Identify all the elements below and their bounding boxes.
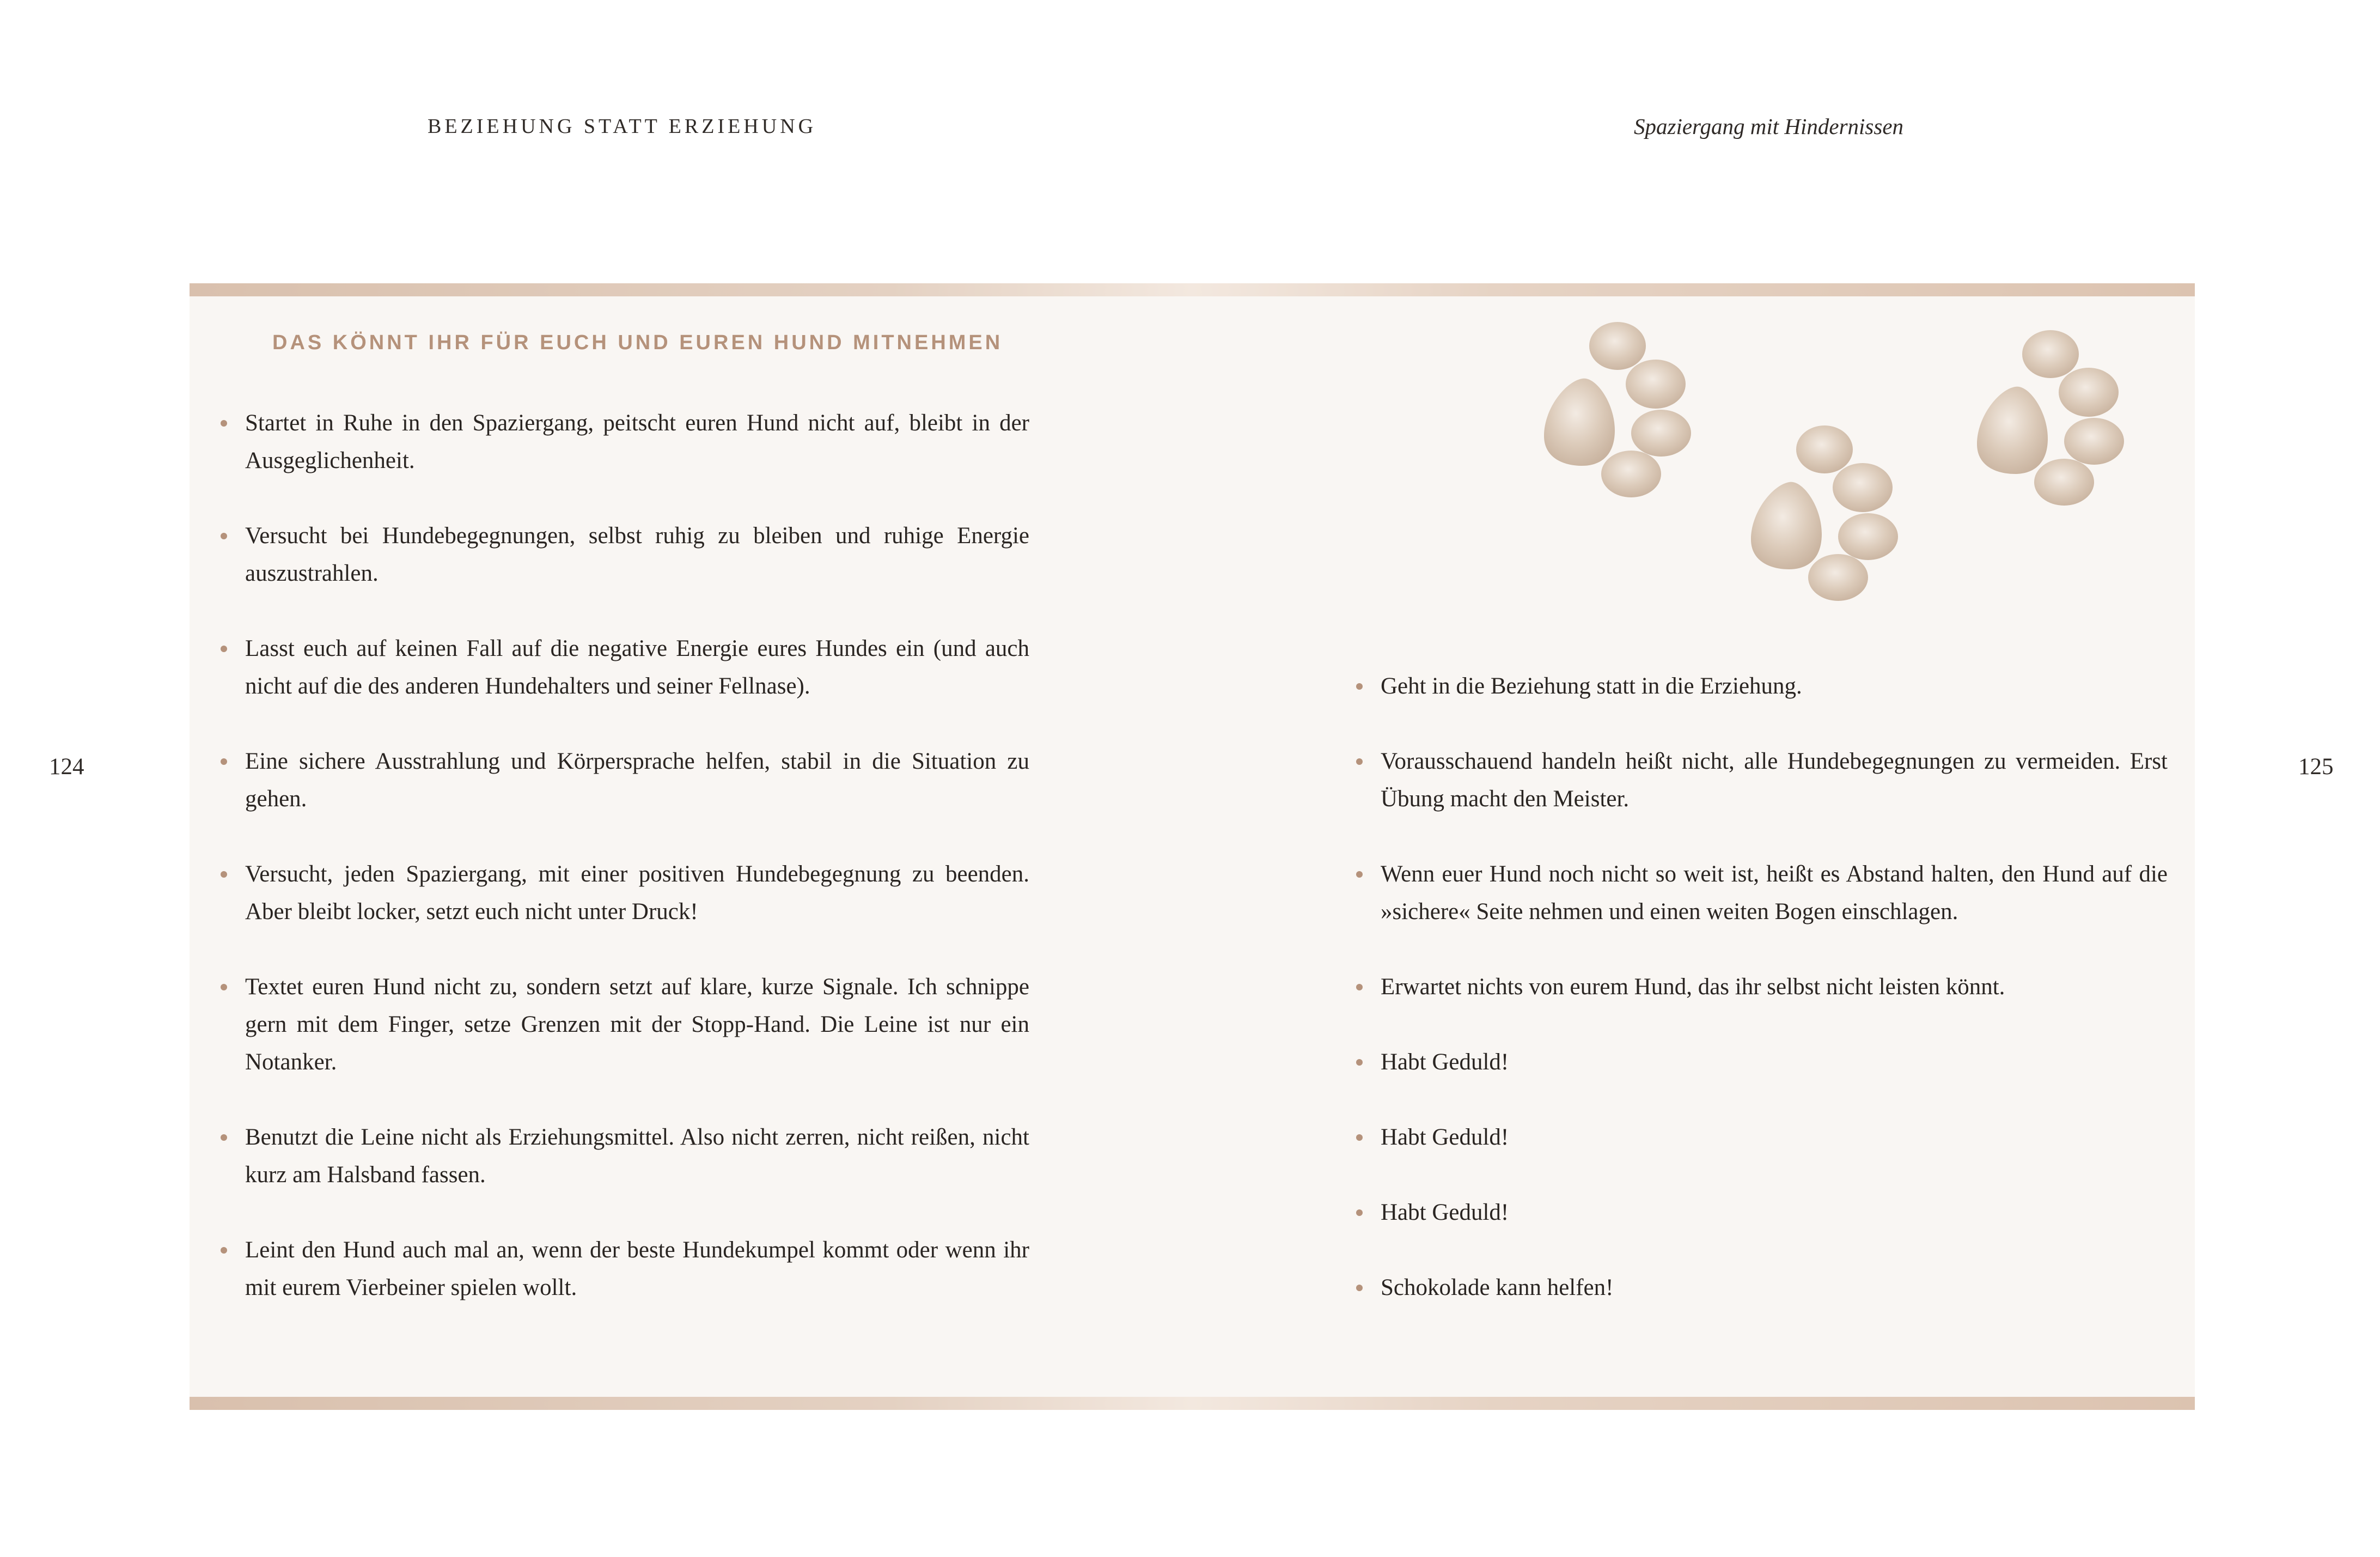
list-item: Textet euren Hund nicht zu, sondern setzt auf klare, kurze Signale. Ich schnippe gern mit dem Finger, setze Grenzen mit der Stopp-Hand. Die Leine ist nur ein Notanker. — [218, 968, 1029, 1081]
box-top-rule — [190, 283, 2195, 296]
list-item: Habt Geduld! — [1353, 1194, 2168, 1231]
page-number-left: 124 — [49, 754, 84, 780]
tips-list-left — [218, 404, 1029, 1344]
list-item: Schokolade kann helfen! — [1353, 1269, 2168, 1306]
box-heading: DAS KÖNNT IHR FÜR EUCH UND EUREN HUND MITNEHMEN — [272, 331, 1003, 354]
list-item: Habt Geduld! — [1353, 1043, 2168, 1081]
paw-prints-icon — [1525, 319, 2168, 624]
list-item: Eine sichere Ausstrahlung und Körpersprache helfen, stabil in die Situation zu gehen. — [218, 743, 1029, 818]
paw-print-icon — [1977, 330, 2124, 506]
list-item: Erwartet nichts von eurem Hund, das ihr selbst nicht leisten könnt. — [1353, 968, 2168, 1006]
list-item: Versucht bei Hundebegegnungen, selbst ruhig zu bleiben und ruhige Energie auszustrahlen. — [218, 517, 1029, 592]
box-bottom-rule — [190, 1397, 2195, 1410]
list-item: Geht in die Beziehung statt in die Erziehung. — [1353, 667, 2168, 705]
list-item: Benutzt die Leine nicht als Erziehungsmittel. Also nicht zerren, nicht reißen, nicht kurz am Halsband fassen. — [218, 1118, 1029, 1194]
paw-print-icon — [1544, 322, 1691, 497]
tips-list-right — [1353, 667, 2168, 1344]
list-item: Habt Geduld! — [1353, 1118, 2168, 1156]
list-item: Lasst euch auf keinen Fall auf die negative Energie eures Hundes ein (und auch nicht auf die des anderen Hundehalters und seiner Fellnase). — [218, 630, 1029, 705]
list-item: Leint den Hund auch mal an, wenn der beste Hundekumpel kommt oder wenn ihr mit eurem Vierbeiner spielen wollt. — [218, 1231, 1029, 1306]
list-item: Vorausschauend handeln heißt nicht, alle Hundebegegnungen zu vermeiden. Erst Übung macht den Meister. — [1353, 743, 2168, 818]
list-item: Wenn euer Hund noch nicht so weit ist, heißt es Abstand halten, den Hund auf die »sichere« Seite nehmen und einen weiten Bogen einschlagen. — [1353, 855, 2168, 930]
page-number-right: 125 — [2298, 754, 2334, 780]
list-item: Startet in Ruhe in den Spaziergang, peitscht euren Hund nicht auf, bleibt in der Ausgeglichenheit. — [218, 404, 1029, 479]
list-item: Versucht, jeden Spaziergang, mit einer positiven Hundebegegnung zu beenden. Aber bleibt locker, setzt euch nicht unter Druck! — [218, 855, 1029, 930]
running-head-right: Spaziergang mit Hindernissen — [1634, 114, 1904, 139]
running-head-left: BEZIEHUNG STATT ERZIEHUNG — [428, 115, 817, 138]
paw-print-icon — [1751, 425, 1898, 601]
